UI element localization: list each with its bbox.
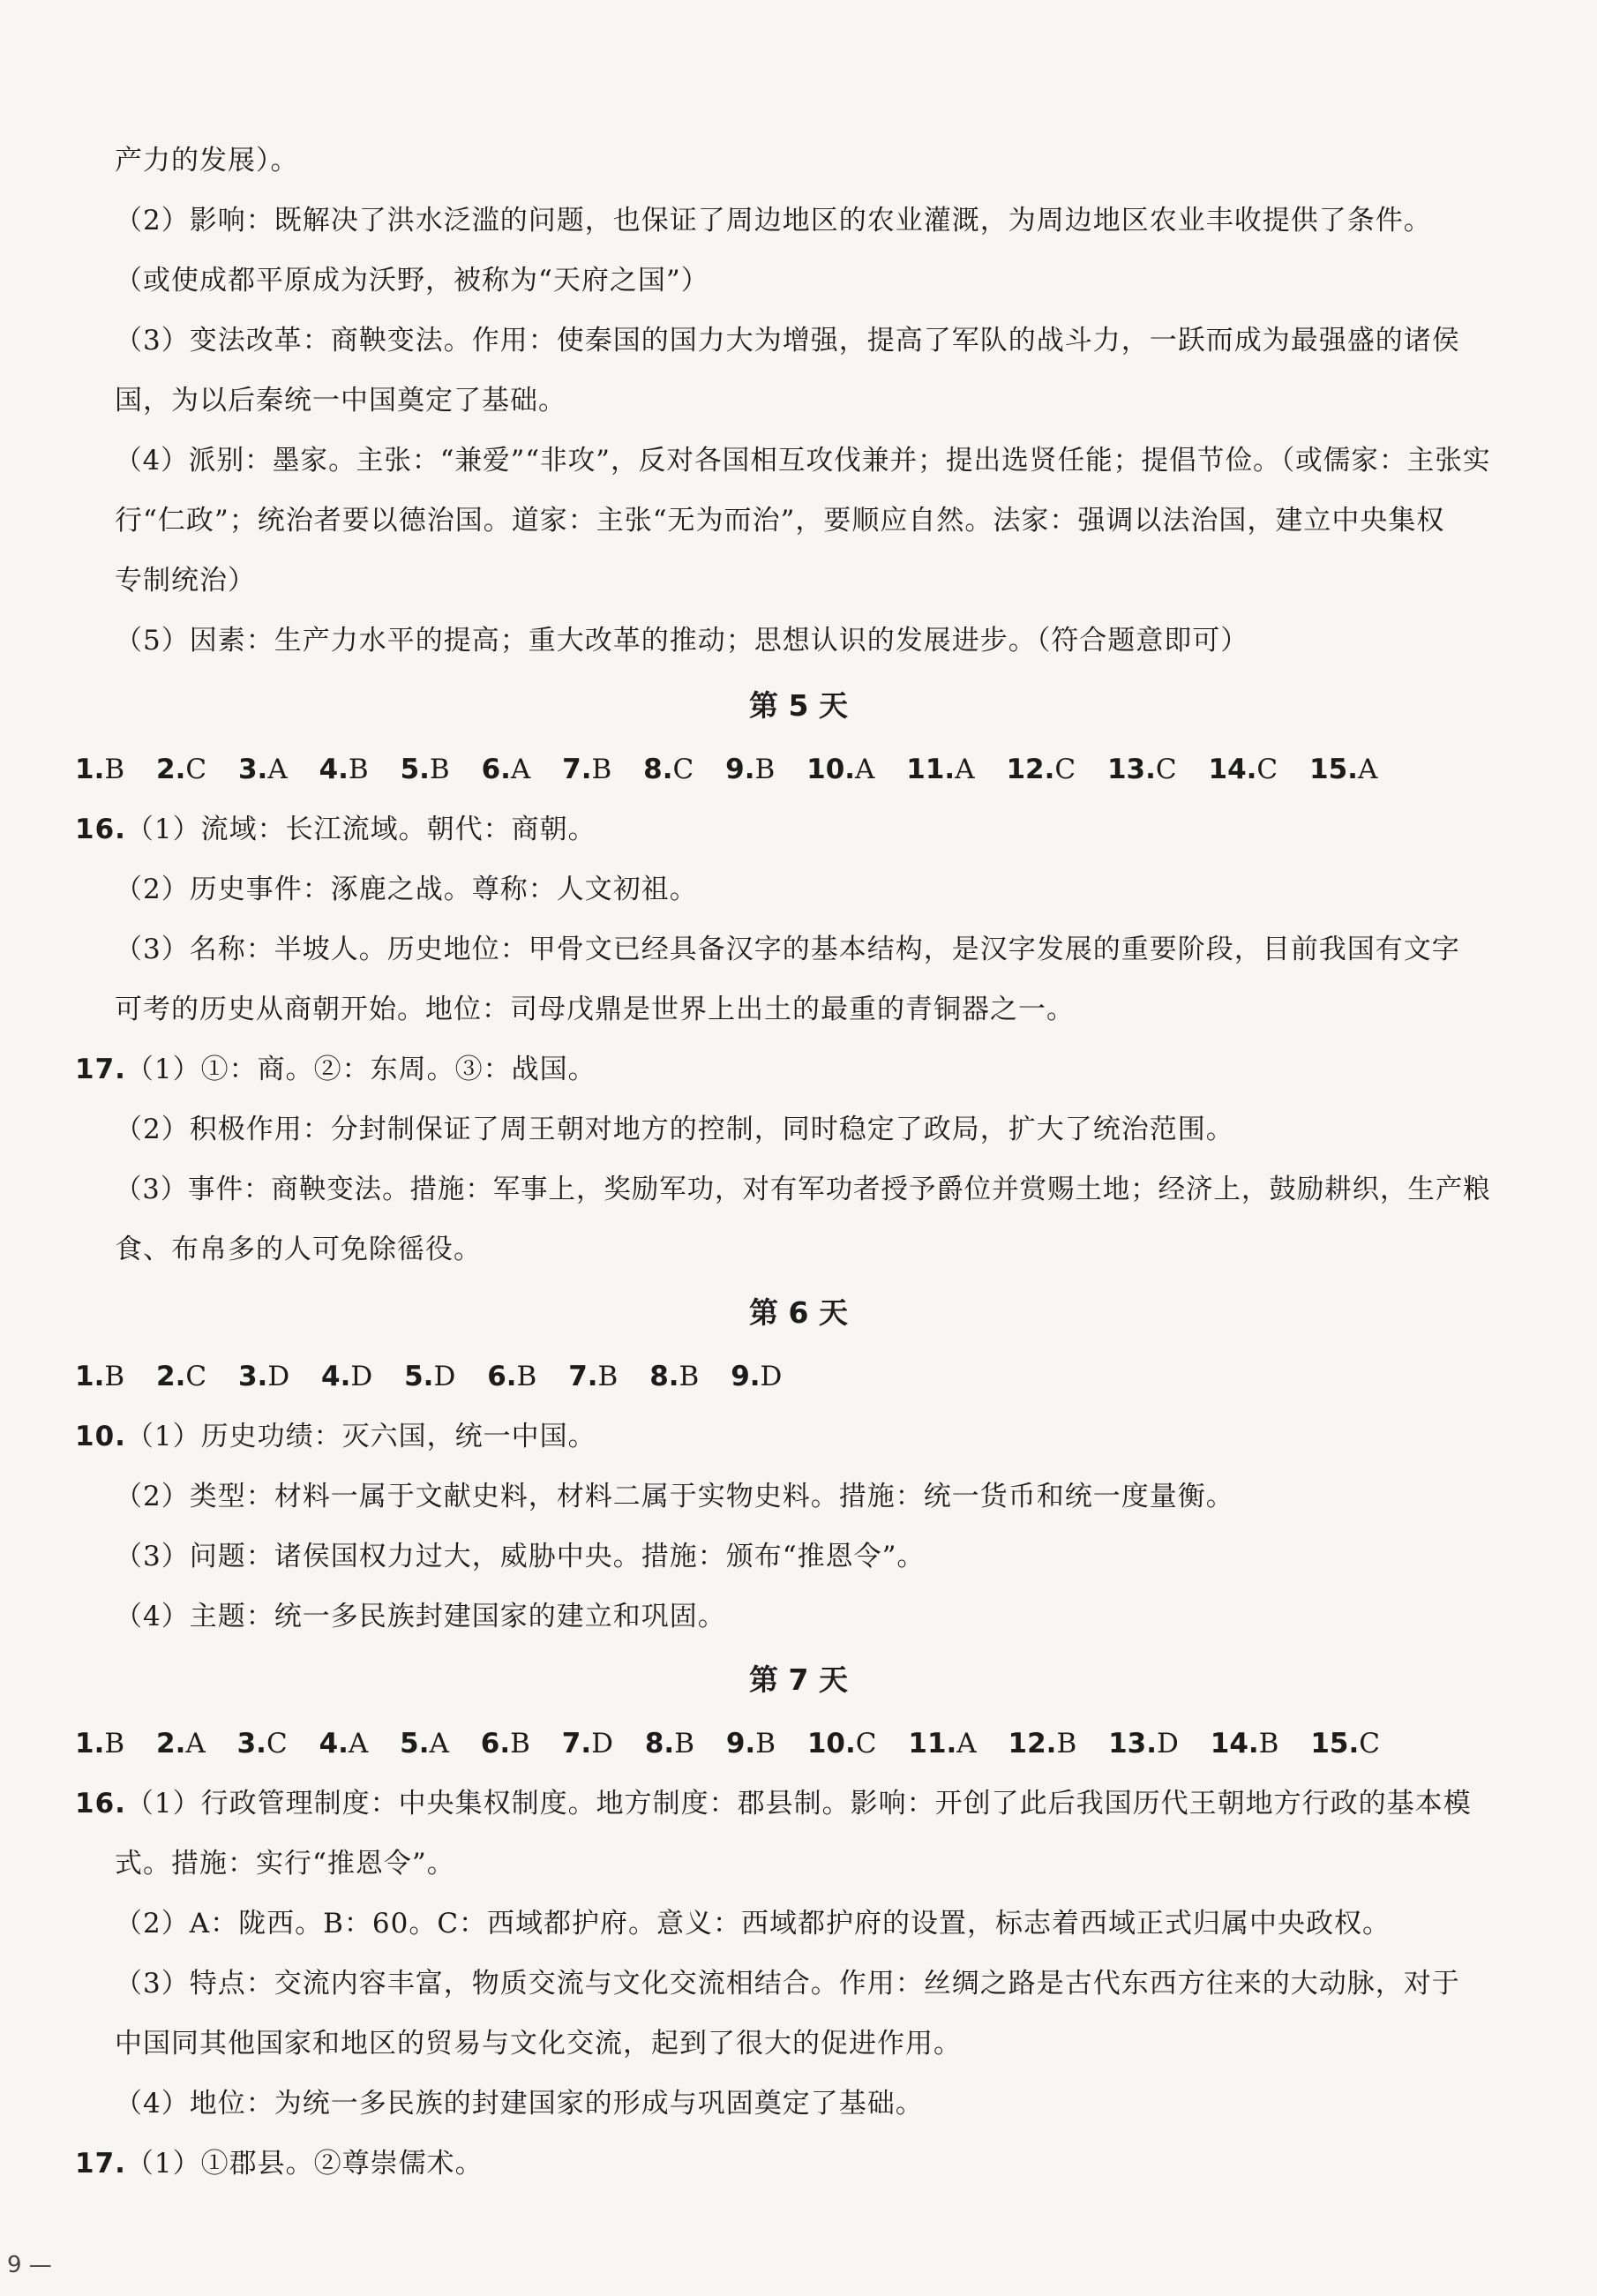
answer-item: 4.D [321, 1361, 373, 1392]
text-line: （4）主题：统一多民族封建国家的建立和巩固。 [115, 1601, 726, 1632]
answer-item: 11.A [908, 1728, 977, 1760]
answer-item: 6.B [487, 1361, 537, 1392]
question-16-line: 16.（1）流域：长江流域。朝代：商朝。 [75, 814, 596, 845]
text-line: 中国同其他国家和地区的贸易与文化交流，起到了很大的促进作用。 [115, 2028, 962, 2060]
question-16-line: 16.（1）行政管理制度：中央集权制度。地方制度：郡县制。影响：开创了此后我国历代王朝地方行政的基本模 [75, 1788, 1472, 1820]
question-17-line: 17.（1）①郡县。②尊崇儒术。 [75, 2148, 484, 2180]
answer-item: 13.D [1108, 1728, 1179, 1760]
answer-item: 2.C [156, 1361, 207, 1392]
question-17-line: 17.（1）①：商。②：东周。③：战国。 [75, 1054, 596, 1085]
answer-item: 2.C [156, 754, 207, 785]
text-line: （3）特点：交流内容丰富，物质交流与文化交流相结合。作用：丝绸之路是古代东西方往来的大动脉，对于 [115, 1968, 1460, 2000]
answer-item: 7.B [568, 1361, 619, 1392]
text-line: （3）变法改革：商鞅变法。作用：使秦国的国力大为增强，提高了军队的战斗力，一跃而成为最强盛的诸侯 [115, 325, 1460, 356]
answer-item: 5.B [400, 754, 450, 785]
answer-item: 6.A [481, 754, 531, 785]
text-line: 产力的发展）。 [115, 145, 299, 176]
text-line: （3）问题：诸侯国权力过大，威胁中央。措施：颁布“推恩令”。 [115, 1541, 926, 1572]
answer-item: 8.B [649, 1361, 700, 1392]
section-heading-day7: 第 7 天 [749, 1662, 848, 1697]
answer-row-day7 [75, 1724, 1403, 1763]
text-line: （2）影响：既解决了洪水泛滥的问题，也保证了周边地区的农业灌溉，为周边地区农业丰收提供了条件。 [115, 205, 1432, 236]
question-number: 10. [75, 1421, 126, 1452]
answer-item: 12.C [1006, 754, 1076, 785]
answer-item: 14.C [1208, 754, 1278, 785]
text-line: （4）地位：为统一多民族的封建国家的形成与巩固奠定了基础。 [115, 2088, 924, 2120]
page-number: 9 — [7, 2252, 52, 2278]
answer-item: 1.B [75, 1361, 125, 1392]
question-10-line: 10.（1）历史功绩：灭六国，统一中国。 [75, 1421, 596, 1452]
answer-item: 4.A [319, 1728, 369, 1760]
answer-item: 5.D [404, 1361, 456, 1392]
answer-item: 3.A [237, 754, 288, 785]
answer-item: 10.A [806, 754, 875, 785]
answer-item: 7.D [561, 1728, 613, 1760]
answer-item: 1.B [75, 754, 125, 785]
question-number: 17. [75, 1054, 126, 1085]
text-line: 可考的历史从商朝开始。地位：司母戊鼎是世界上出土的最重的青铜器之一。 [115, 994, 1075, 1025]
text-line: 食、布帛多的人可免除徭役。 [115, 1234, 482, 1265]
text-line: （2）历史事件：涿鹿之战。尊称：人文初祖。 [115, 874, 698, 905]
answer-row-day5 [75, 750, 1400, 789]
answer-row-day6 [75, 1357, 805, 1396]
section-heading-day5: 第 5 天 [749, 688, 848, 723]
text-line: （3）事件：商鞅变法。措施：军事上，奖励军功，对有军功者授予爵位并赏赐土地；经济上，鼓励耕织，生产粮 [115, 1174, 1491, 1205]
text-line: （2）A：陇西。B：60。C：西域都护府。意义：西域都护府的设置，标志着西域正式归属中央政权。 [115, 1908, 1391, 1940]
question-number: 17. [75, 2148, 126, 2180]
text-line: 行“仁政”；统治者要以德治国。道家：主张“无为而治”，要顺应自然。法家：强调以法治国，建立中央集权 [115, 505, 1445, 536]
answer-item: 8.C [643, 754, 694, 785]
answer-item: 4.B [319, 754, 369, 785]
answer-item: 8.B [644, 1728, 694, 1760]
text-line: （4）派别：墨家。主张：“兼爱”“非攻”，反对各国相互攻伐兼并；提出选贤任能；提倡节俭。（或儒家：主张实 [115, 445, 1491, 476]
answer-item: 15.C [1310, 1728, 1380, 1760]
section-heading-day6: 第 6 天 [749, 1295, 848, 1330]
text-line: （5）因素：生产力水平的提高；重大改革的推动；思想认识的发展进步。（符合题意即可） [115, 625, 1249, 657]
answer-item: 6.B [480, 1728, 530, 1760]
text-line: （2）积极作用：分封制保证了周王朝对地方的控制，同时稳定了政局，扩大了统治范围。 [115, 1114, 1234, 1145]
text-line: （3）名称：半坡人。历史地位：甲骨文已经具备汉字的基本结构，是汉字发展的重要阶段，目前我国有文字 [115, 934, 1460, 965]
text-line: （或使成都平原成为沃野，被称为“天府之国”） [115, 265, 709, 296]
text-line: 国，为以后秦统一中国奠定了基础。 [115, 385, 566, 416]
answer-item: 11.A [906, 754, 975, 785]
answer-item: 15.A [1309, 754, 1378, 785]
answer-item: 10.C [806, 1728, 877, 1760]
question-number: 16. [75, 814, 126, 845]
answer-item: 1.B [75, 1728, 125, 1760]
answer-item: 3.C [236, 1728, 288, 1760]
answer-item: 9.B [725, 1728, 776, 1760]
answer-item: 7.B [562, 754, 612, 785]
answer-item: 9.B [725, 754, 776, 785]
answer-item: 2.A [156, 1728, 206, 1760]
text-line: 专制统治） [115, 565, 256, 597]
text-line: 式。措施：实行“推恩令”。 [115, 1848, 455, 1880]
answer-item: 14.B [1210, 1728, 1279, 1760]
answer-item: 12.B [1008, 1728, 1077, 1760]
text-line: （2）类型：材料一属于文献史料，材料二属于实物史料。措施：统一货币和统一度量衡。 [115, 1481, 1234, 1512]
answer-item: 13.C [1106, 754, 1177, 785]
answer-item: 9.D [731, 1361, 783, 1392]
answer-item: 3.D [237, 1361, 290, 1392]
question-number: 16. [75, 1788, 126, 1820]
answer-item: 5.A [400, 1728, 449, 1760]
